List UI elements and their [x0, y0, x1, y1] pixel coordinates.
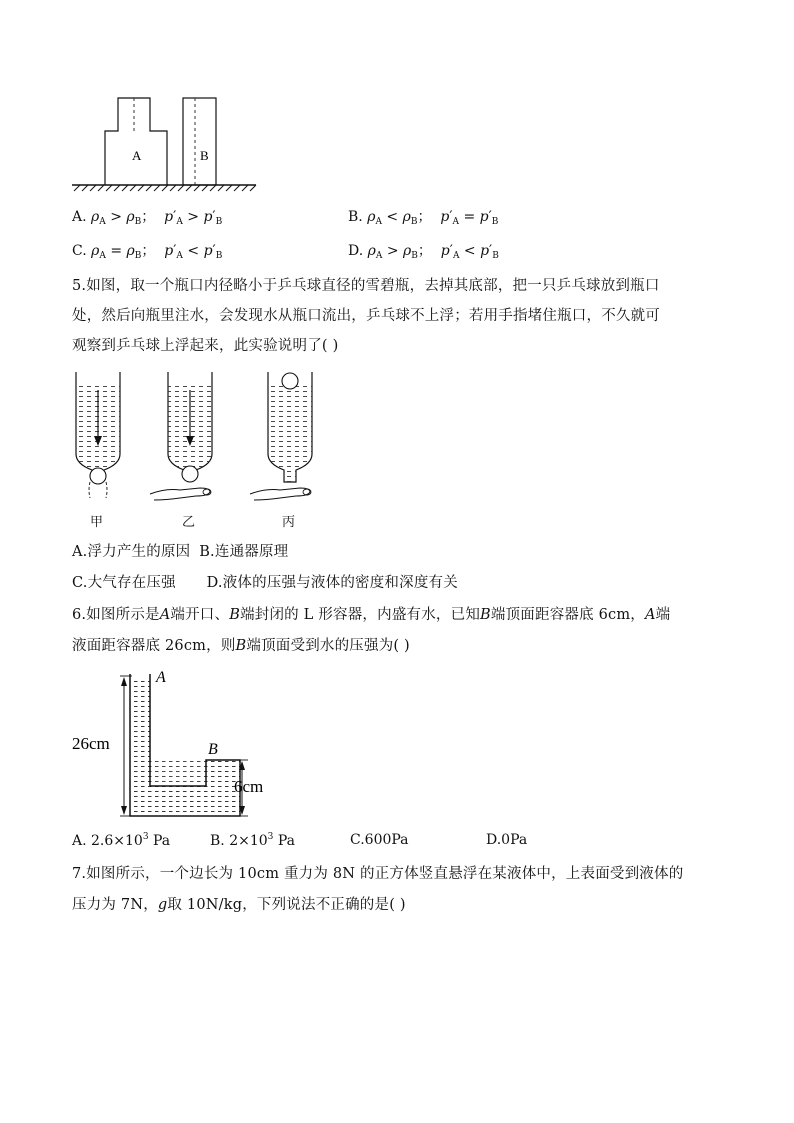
q5-option-b[interactable]: B.连通器原理: [199, 544, 289, 560]
block-b-label: B: [200, 148, 209, 163]
ball-jia: [90, 468, 106, 484]
q5-options-row-1: [72, 540, 288, 561]
q6-line-2: 液面距容器底 26cm，则B端顶面受到水的压强为( ): [72, 638, 410, 654]
fig-label-jia: 甲: [90, 515, 104, 530]
q4-figure: [70, 92, 260, 192]
q5-option-a[interactable]: A.浮力产生的原因: [72, 544, 191, 560]
ball-yi: [182, 466, 198, 482]
bottle-yi: [150, 372, 212, 500]
block-a-outline: [105, 98, 167, 185]
dim-label-6cm: 6cm: [234, 777, 264, 796]
q6-option-b[interactable]: B. $2\times 10^3$ Pa: [210, 832, 295, 849]
q7-line-2: 压力为 7N，g取 10N/kg，下列说法不正确的是( ): [72, 897, 406, 913]
q4-option-c[interactable]: C. $\rho_A = \rho_B$； $p'_A < p'_B$: [72, 243, 223, 261]
block-b-outline: [183, 98, 216, 185]
q5-option-c[interactable]: C.大气存在压强: [72, 575, 176, 591]
q6-option-d[interactable]: D.0Pa: [486, 832, 528, 848]
q4-option-a[interactable]: A. $\rho_A > \rho_B$； $p'_A > p'_B$: [72, 209, 223, 227]
q5-figure: [70, 364, 330, 532]
q7-line-1: 7.如图所示，一个边长为 10cm 重力为 8N 的正方体竖直悬浮在某液体中，上表面受到液体的: [72, 866, 684, 882]
fig-label-bing: 丙: [282, 515, 296, 530]
hand-yi: [150, 488, 210, 500]
q5-option-d[interactable]: D.液体的压强与液体的密度和深度有关: [206, 575, 458, 591]
label-a: A: [156, 669, 166, 686]
q4-option-b[interactable]: B. $\rho_A < \rho_B$； $p'_A = p'_B$: [348, 209, 499, 227]
ball-bing: [282, 373, 298, 389]
ground-hatch: [74, 185, 256, 191]
q6-line-1: 6.如图所示是A端开口、B端封闭的 L 形容器，内盛有水，已知B端顶面距容器底 6cm，A端: [72, 607, 671, 623]
q5-line-3: 观察到乒乓球上浮起来，此实验说明了( ): [72, 338, 339, 354]
label-b: B: [208, 741, 218, 758]
q5-line-2: 处，然后向瓶里注水，会发现水从瓶口流出，乒乓球不上浮；若用手指堵住瓶口，不久就可: [72, 308, 660, 324]
bottle-bing: [250, 372, 312, 500]
q5-options-row-2: [72, 571, 458, 592]
bottle-jia: [76, 372, 120, 498]
q6-option-c[interactable]: C.600Pa: [350, 832, 409, 848]
q4-option-d[interactable]: D. $\rho_A > \rho_B$； $p'_A < p'_B$: [348, 243, 499, 261]
fig-label-yi: 乙: [182, 515, 196, 530]
q6-option-a[interactable]: A. $2.6\times 10^3$ Pa: [72, 832, 171, 849]
block-a-label: A: [132, 148, 142, 163]
q6-figure: [70, 664, 280, 820]
dim-label-26cm: 26cm: [72, 734, 110, 753]
hand-bing: [250, 488, 310, 500]
q5-line-1: 5.如图，取一个瓶口内径略小于乒乓球直径的雪碧瓶，去掉其底部，把一只乒乓球放到瓶口: [72, 278, 660, 294]
